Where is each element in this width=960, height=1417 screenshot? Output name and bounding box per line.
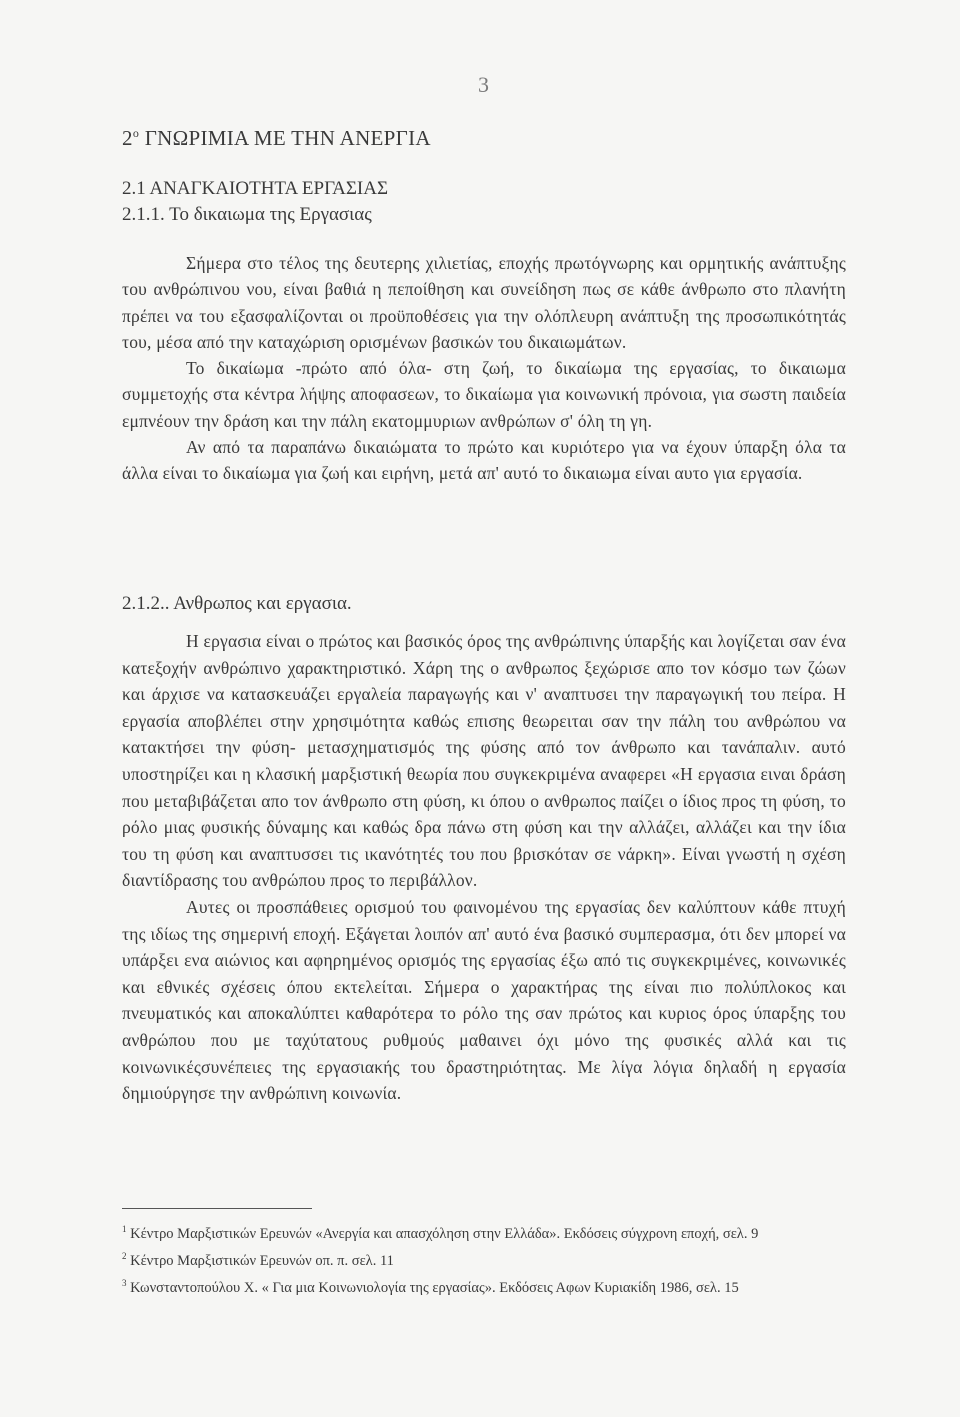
footnote — [122, 1245, 846, 1272]
footnote — [122, 1272, 846, 1299]
chapter-number: 2 — [122, 126, 133, 150]
section-heading-2-1-2: 2.1.2.. Ανθρωπος και εργασια. — [122, 593, 352, 614]
footnotes — [122, 1218, 846, 1298]
paragraph: Αυτες οι προσπάθειες ορισμού του φαινομένου της εργασίας δεν καλύπτουν κάθε πτυχή της ιδίως της σημερινή εποχή. Εξάγεται λοιπόν απ' αυτό ένα βασικό συμπερασμα, ότι δεν μπορεί να υπάρξει ενα αιώνιος και αφηρημένος ορισμός της εργασίας έξω από τις συγκεκριμένες, κοινωνικές και εθνικές σχέσεις όπου εκτελείται. Σήμερα ο χαρακτήρας της είναι πιο πολύπλοκος και πνευματικός και αποκαλύπτει καθαρότερα το ρόλο της σαν πρώτος και κυριος όρος ύπαρξης του ανθρώπου που με ταχύτατους ρυθμούς μαθαινει όχι μόνο της φυσικές αλλά και τις κοινωνικέςσυνέπειες της εργασιακής του δραστηριότητας. Με λίγα λόγια δηλαδή η εργασία δημιούργησε την ανθρώπινη κοινωνία. — [122, 896, 846, 1104]
chapter-ordinal: ο — [132, 126, 140, 140]
footnote-text: Κέντρο Μαρξιστικών Ερευνών «Ανεργία και απασχόληση στην Ελλάδα». Εκδόσεις σύγχρονη εποχή, σελ. 9 — [130, 1225, 759, 1242]
footnote-mark: 3 — [122, 1277, 127, 1288]
section-heading-2-1: 2.1 ΑΝΑΓΚΑΙΟΤΗΤΑ ΕΡΓΑΣΙΑΣ — [122, 178, 389, 199]
chapter-title: ΓΝΩΡΙΜΙΑ ΜΕ ΤΗΝ ΑΝΕΡΓΙΑ — [144, 126, 431, 150]
paragraph: Το δικαίωμα -πρώτο από όλα- στη ζωή, το δικαίωμα της εργασίας, το δικαιωμα συμμετοχής στα κέντρα λήψης αποφασεων, το δικαίωμα για κοινωνική πρόνοια, για σωστη παιδεία εμπνέουν την δράση και την πάλη εκατομμυριων ανθρώπων σ' όλη τη γη. — [122, 358, 846, 431]
paragraph: Η εργασια είναι ο πρώτος και βασικός όρος της ανθρώπινης ύπαρξής και λογίζεται σαν ένα κατεξοχήν ανθρώπινο χαρακτηριστικό. Χάρη της ο ανθρωπος ξεχώρισε απο τον κόσμο των ζώων και άρχισε να κατασκευάζει εργαλεία παραγωγής και ν' αναπτυσει την παραγωγική του πείρα. Η εργασία αποβλέπει στην χρησιμότητα καθώς επισης θεωρειται σαν την πάλη του ανθρώπου να κατακτήσει την φύση- μετασχηματισμός της φύσης από τον άνθρωπο και τανάπαλιν. αυτό υποστηρίζει και η κλασική μαρξιστική θεωρία που συγκεκριμένα αναφερει «Η εργασια ειναι δράση που μεταβιβάζεται απο τον άνθρωπο στη φύση, κι όπου ο ανθρωπος παίζει ο ίδιος προς τη φύση, το ρόλο μιας φυσικής δύναμης και καθώς δρα πάνω στη φύση και την αλλάζει, αλλάζει και την ίδια του τη φύση και αναπτυσσει τις ικανότητές του που βρισκόταν σε νάρκη». Είναι γνωστή η σχέση διαντίδρασης του ανθρώπου προς το περιβάλλον. — [122, 631, 846, 891]
section-heading-2-1-1: 2.1.1. Το δικαιωμα της Εργασιας — [122, 204, 372, 225]
intro-text — [122, 250, 846, 487]
paragraph: Σήμερα στο τέλος της δευτερης χιλιετίας, εποχής πρωτόγνωρης και ορμητικής ανάπτυξης του ανθρώπινου νου, είναι βαθιά η πεποίθηση και συνείδηση πως σε κάθε άνθρωπο στο πλανήτη πρέπει να του εξασφαλίζονται οι προϋποθέσεις για την ολόπλευρη ανάπτυξη της προσωπικότητάς του, μέσα από την καταχώριση ορισμένων βασικών του δικαιωμάτων. — [122, 253, 846, 352]
footnote-mark: 2 — [122, 1250, 127, 1261]
work-text — [122, 628, 846, 1107]
footnote-separator — [122, 1208, 312, 1209]
footnote-text: Κέντρο Μαρξιστικών Ερευνών οπ. π. σελ. 11 — [130, 1252, 394, 1269]
footnote-mark: 1 — [122, 1224, 127, 1234]
chapter-heading — [122, 126, 431, 151]
footnote-text: Κωνσταντοπούλου Χ. « Για μια Κοινωνιολογία της εργασίας». Εκδόσεις Αφων Κυριακίδη 1986, σελ. 15 — [130, 1279, 739, 1296]
footnote — [122, 1218, 846, 1245]
page-number: 3 — [478, 72, 489, 97]
paragraph: Αν από τα παραπάνω δικαιώματα το πρώτο και κυριότερο για να έχουν ύπαρξη όλα τα άλλα είναι το δικαίωμα για ζωή και ειρήνη, μετά απ' αυτό το δικαιωμα είναι αυτο για εργασία. — [122, 437, 846, 484]
